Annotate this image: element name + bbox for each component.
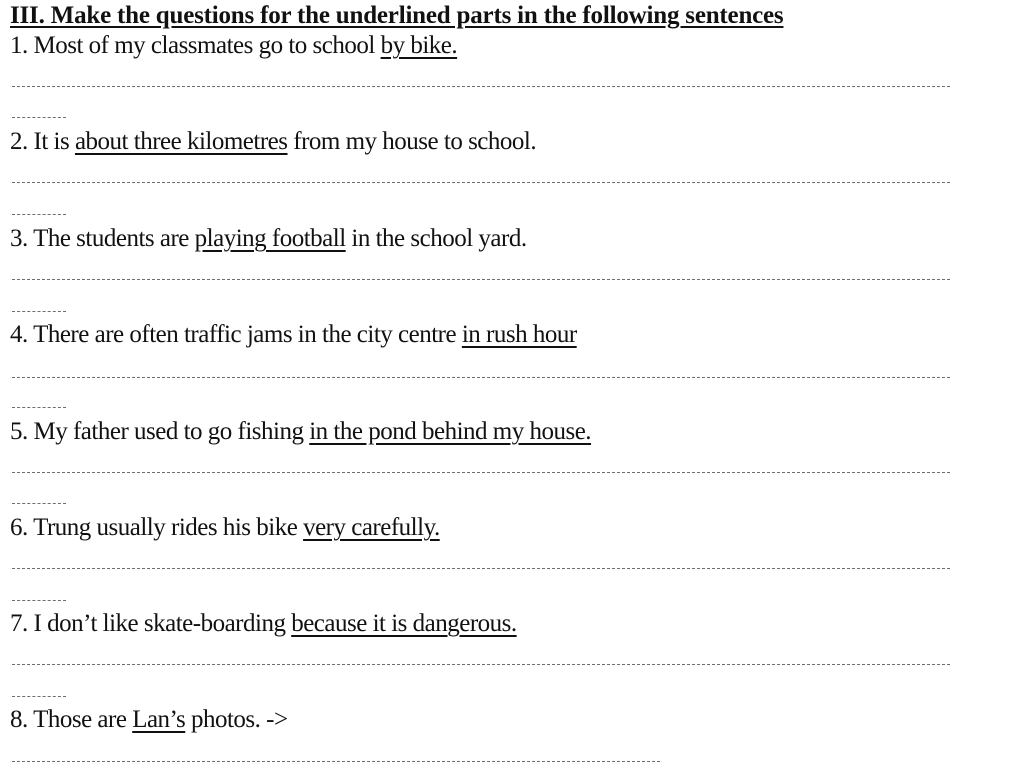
item-number: 2.	[10, 128, 28, 155]
sentence-5	[10, 418, 591, 446]
sentence-7	[10, 610, 517, 638]
sentence-2	[10, 128, 536, 156]
item-number: 4.	[10, 321, 28, 348]
sentence-text: Those are	[33, 706, 133, 733]
sentence-text: I don’t like skate-boarding	[33, 610, 292, 637]
sentence-text: The students are	[33, 225, 195, 252]
sentence-text-after: photos. ->	[185, 706, 288, 733]
answer-line-continuation	[12, 214, 66, 215]
underlined-part: in the pond behind my house.	[309, 418, 592, 445]
answer-line[interactable]	[12, 568, 950, 569]
answer-line[interactable]	[12, 182, 950, 183]
item-number: 8.	[10, 706, 28, 733]
sentence-1	[10, 32, 457, 60]
underlined-part: in rush hour	[461, 321, 577, 348]
answer-line-continuation	[12, 407, 66, 408]
sentence-text-after: from my house to school.	[287, 128, 537, 155]
answer-line-continuation	[12, 503, 66, 504]
underlined-part: about three kilometres	[74, 128, 288, 155]
sentence-4	[10, 321, 577, 349]
answer-line[interactable]	[12, 279, 950, 280]
exercise-title: III. Make the questions for the underlined parts in the following sentences	[10, 2, 784, 29]
answer-line-continuation	[12, 696, 66, 697]
sentence-6	[10, 514, 440, 542]
answer-line[interactable]	[12, 761, 660, 762]
sentence-text: My father used to go fishing	[33, 418, 310, 445]
underlined-part: by bike.	[380, 32, 458, 59]
answer-line[interactable]	[12, 664, 950, 665]
answer-line[interactable]	[12, 377, 950, 378]
item-number: 3.	[10, 225, 28, 252]
item-number: 1.	[10, 32, 28, 59]
answer-line[interactable]	[12, 472, 950, 473]
sentence-text: It is	[33, 128, 75, 155]
item-number: 7.	[10, 610, 28, 637]
item-number: 6.	[10, 514, 28, 541]
underlined-part: very carefully.	[303, 514, 440, 541]
item-number: 5.	[10, 418, 28, 445]
underlined-part: because it is dangerous.	[291, 610, 517, 637]
answer-line-continuation	[12, 117, 66, 118]
sentence-text-after: in the school yard.	[345, 225, 527, 252]
sentence-3	[10, 225, 527, 253]
sentence-text: Most of my classmates go to school	[33, 32, 381, 59]
answer-line-continuation	[12, 311, 66, 312]
answer-line-continuation	[12, 600, 66, 601]
underlined-part: Lan’s	[132, 706, 186, 733]
underlined-part: playing football	[194, 225, 346, 252]
sentence-8	[10, 706, 288, 734]
sentence-text: There are often traffic jams in the city centre	[33, 321, 462, 348]
answer-line[interactable]	[12, 86, 950, 87]
sentence-text: Trung usually rides his bike	[33, 514, 304, 541]
